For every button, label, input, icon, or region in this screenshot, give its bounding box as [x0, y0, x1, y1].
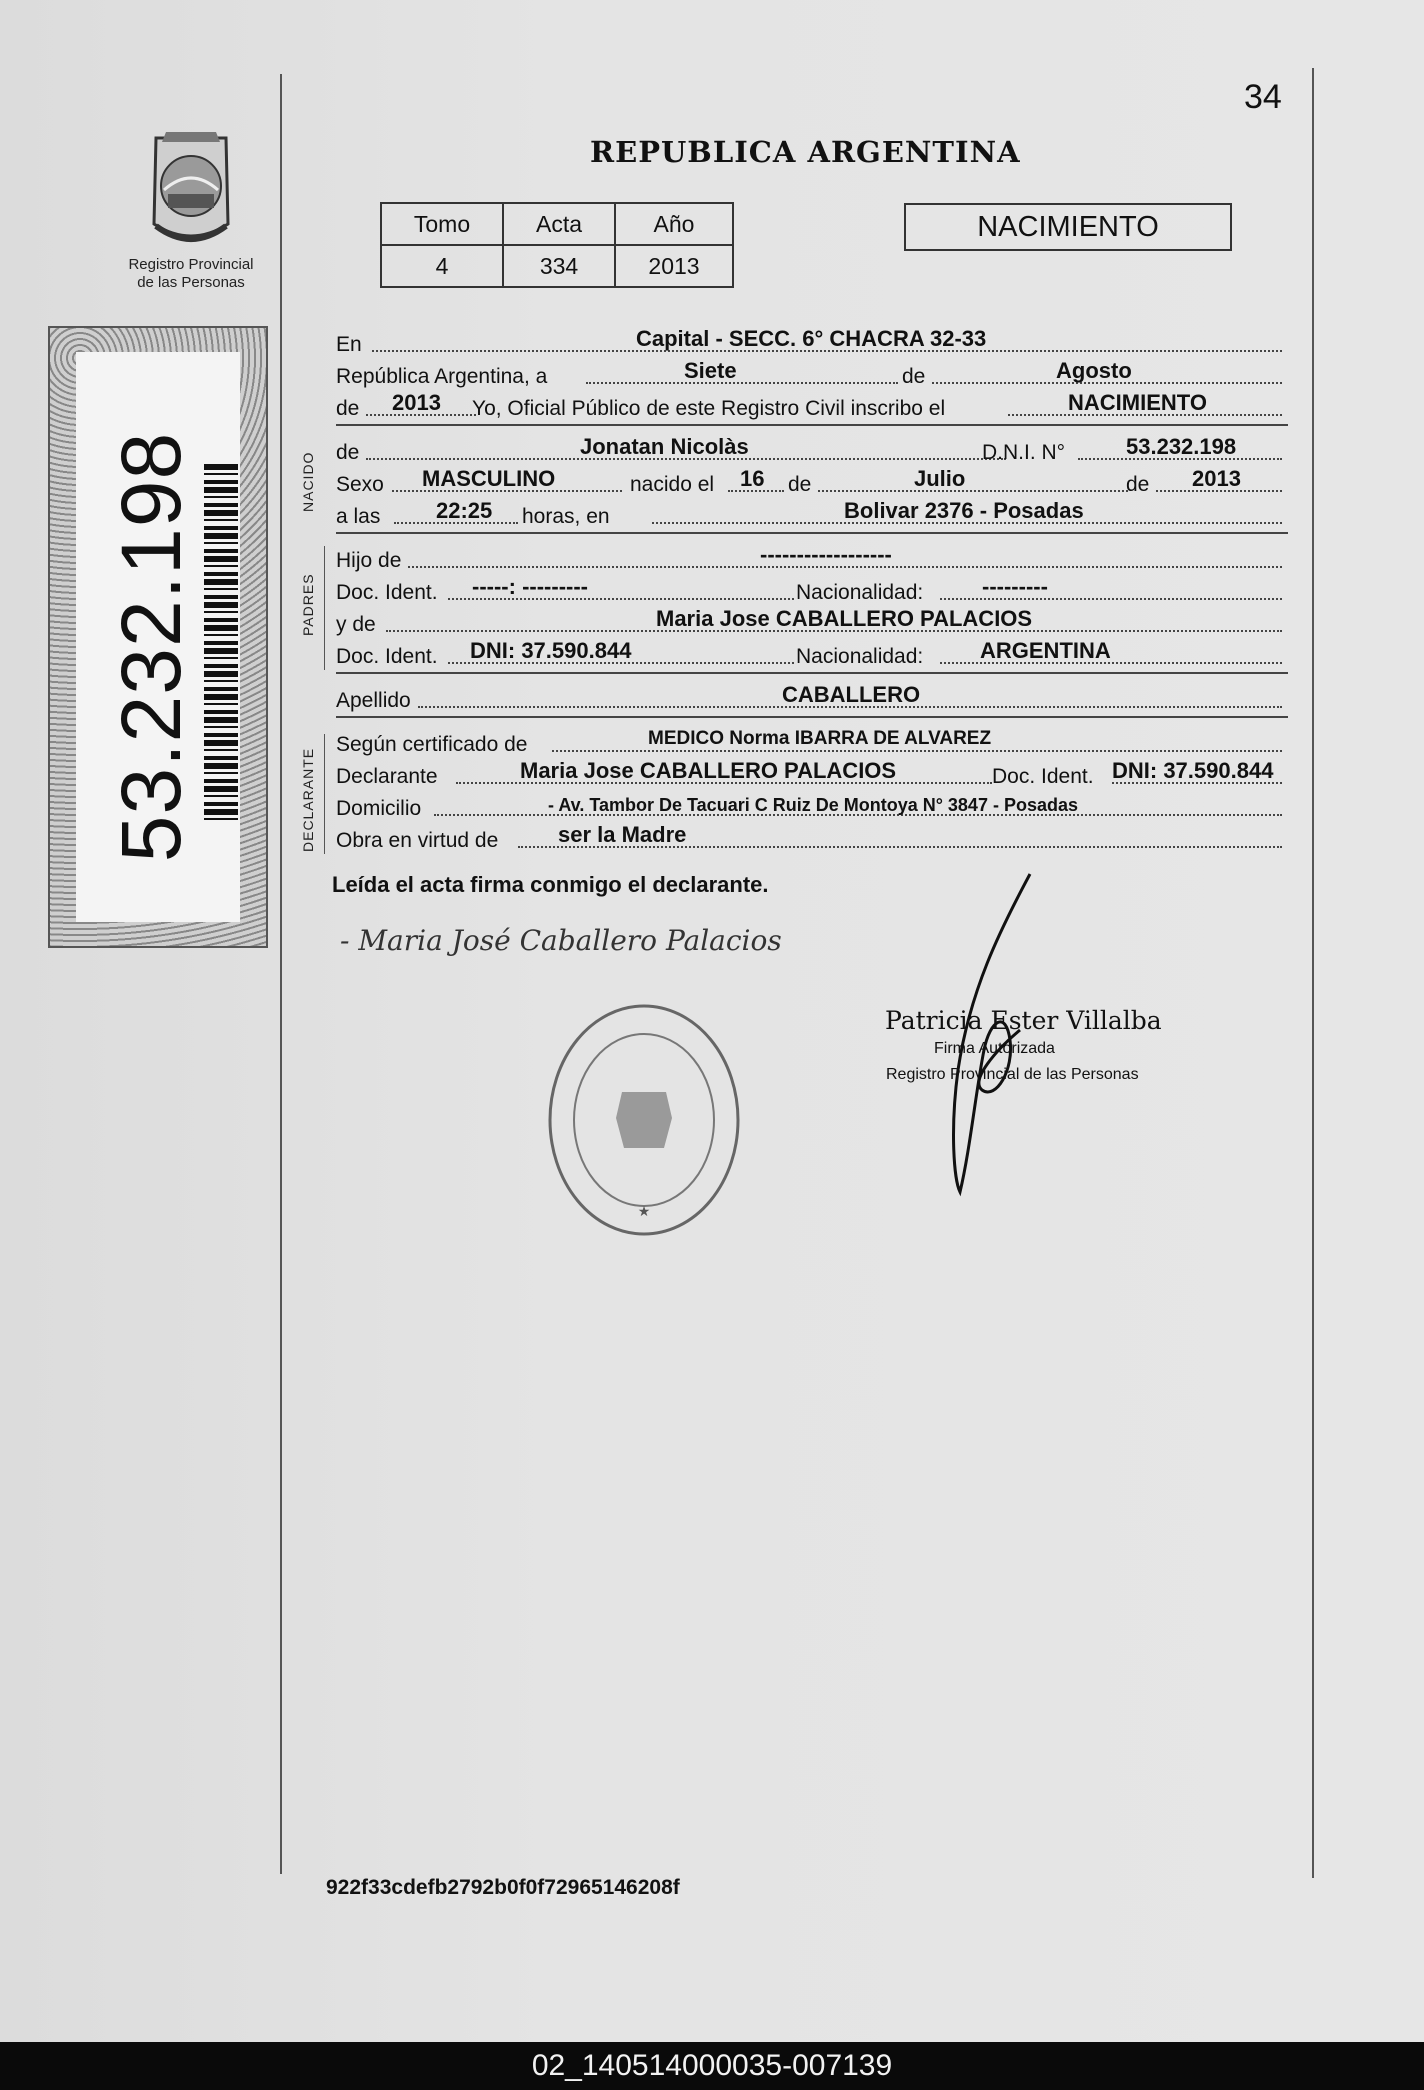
provincial-seal-icon — [136, 124, 246, 250]
acta-table — [380, 202, 734, 288]
anio-value: 2013 — [615, 245, 733, 287]
padre-docident-label: Doc. Ident. — [336, 581, 438, 604]
obra-value: ser la Madre — [558, 822, 687, 847]
padre-doc-value: -----: --------- — [472, 574, 589, 599]
page-number: 34 — [1244, 78, 1282, 116]
section-label-nacido: NACIDO — [300, 451, 316, 512]
inscribo-label: Yo, Oficial Público de este Registro Civil inscribo el — [472, 397, 946, 420]
nac-mes-value: Julio — [914, 466, 966, 491]
domicilio-value: - Av. Tambor De Tacuari C Ruiz De Montoya N° 3847 - Posadas — [548, 795, 1078, 815]
anio-header: Año — [615, 203, 733, 245]
page-title: REPUBLICA ARGENTINA — [590, 135, 1021, 169]
section-label-padres: PADRES — [300, 573, 316, 636]
lugar-value: Bolivar 2376 - Posadas — [844, 498, 1084, 523]
anio-value: 2013 — [392, 390, 441, 415]
nac-mes-dots — [818, 470, 1128, 492]
right-margin-line — [1312, 68, 1314, 1878]
divider-4 — [336, 716, 1288, 718]
footer-code: 02_140514000035-007139 — [0, 2042, 1424, 2090]
leida-text: Leída el acta firma conmigo el declarante. — [332, 872, 769, 897]
alas-label: a las — [336, 505, 381, 528]
republica-label: República Argentina, a — [336, 365, 548, 388]
madre-value: Maria Jose CABALLERO PALACIOS — [656, 606, 1033, 631]
barcode-panel — [76, 352, 240, 922]
dia-value: Siete — [684, 358, 737, 383]
padre-nac-value: --------- — [982, 574, 1048, 599]
apellido-value: CABALLERO — [782, 682, 921, 707]
horas-label: horas, en — [522, 505, 610, 528]
declarante-doc-value: DNI: 37.590.844 — [1112, 758, 1274, 783]
yde-label: y de — [336, 613, 376, 636]
logo-caption: Registro Provincial de las Personas — [128, 256, 254, 291]
acta-value: 334 — [503, 245, 615, 287]
row-obra — [336, 822, 1288, 856]
segun-label: Según certificado de — [336, 733, 528, 756]
row-declarante — [336, 758, 1288, 792]
de-label-5: de — [1126, 473, 1150, 496]
declarant-signature: - Maria José Caballero Palacios — [340, 924, 782, 957]
divider-1 — [336, 424, 1288, 426]
nombre-value: Jonatan Nicolàs — [580, 434, 749, 459]
sexo-value: MASCULINO — [422, 466, 556, 491]
tomo-value: 4 — [381, 245, 503, 287]
en-value: Capital - SECC. 6° CHACRA 32-33 — [636, 326, 987, 351]
nac-anio-value: 2013 — [1192, 466, 1241, 491]
declarante-label: Declarante — [336, 765, 438, 788]
row-en — [336, 326, 1288, 360]
barcode-number: 53.232.198 — [104, 431, 198, 863]
en-label: En — [336, 333, 362, 356]
svg-text:★: ★ — [637, 1203, 651, 1219]
hijo-label: Hijo de — [336, 549, 402, 572]
section-divider-padres — [324, 546, 325, 670]
madre-docident-label: Doc. Ident. — [336, 645, 438, 668]
mes-value: Agosto — [1056, 358, 1132, 383]
dni-value: 53.232.198 — [1126, 434, 1237, 459]
document-hash: 922f33cdefb2792b0f0f72965146208f — [326, 1876, 680, 1899]
de-label-3: de — [336, 441, 360, 464]
divider-2 — [336, 532, 1288, 534]
official-org: Registro Provincial de las Personas — [886, 1066, 1139, 1083]
row-madre-doc — [336, 638, 1288, 672]
section-divider-declarante — [324, 734, 325, 854]
official-name: Patricia Ester Villalba — [885, 1006, 1162, 1035]
barcode-bars — [204, 464, 238, 824]
domicilio-label: Domicilio — [336, 797, 422, 820]
official-signature-icon — [940, 870, 1050, 1200]
obra-label: Obra en virtud de — [336, 829, 499, 852]
apellido-label: Apellido — [336, 689, 411, 712]
sexo-label: Sexo — [336, 473, 384, 496]
tomo-header: Tomo — [381, 203, 503, 245]
madre-doc-value: DNI: 37.590.844 — [470, 638, 632, 663]
registry-stamp-icon — [544, 1000, 744, 1240]
madre-nac-value: ARGENTINA — [980, 638, 1111, 663]
row-hora — [336, 498, 1288, 532]
nac-dia-value: 16 — [740, 466, 765, 491]
nacido-label: nacido el — [630, 473, 715, 496]
inscribo-value: NACIMIENTO — [1068, 390, 1207, 415]
dia-dots — [586, 362, 898, 384]
divider-3 — [336, 672, 1288, 674]
barcode-label — [48, 326, 268, 948]
de-label-2: de — [336, 397, 360, 420]
de-label-4: de — [788, 473, 812, 496]
hijo-value: ------------------ — [760, 542, 892, 567]
acta-header: Acta — [503, 203, 615, 245]
section-label-declarante: DECLARANTE — [300, 747, 316, 852]
dni-label: D.N.I. N° — [982, 441, 1066, 464]
segun-value: MEDICO Norma IBARRA DE ALVAREZ — [648, 728, 992, 749]
row-apellido — [336, 682, 1288, 716]
official-role: Firma Autorizada — [934, 1040, 1055, 1057]
row-domicilio — [336, 794, 1288, 824]
hora-value: 22:25 — [436, 498, 493, 523]
record-type-box: NACIMIENTO — [904, 203, 1232, 251]
declarante-value: Maria Jose CABALLERO PALACIOS — [520, 758, 897, 783]
row-inscribo — [336, 390, 1288, 424]
de-label: de — [902, 365, 926, 388]
madre-nacionalidad-label: Nacionalidad: — [796, 645, 924, 668]
left-margin-line — [280, 74, 282, 1874]
declarante-docident-label: Doc. Ident. — [992, 765, 1094, 788]
padre-nacionalidad-label: Nacionalidad: — [796, 581, 924, 604]
